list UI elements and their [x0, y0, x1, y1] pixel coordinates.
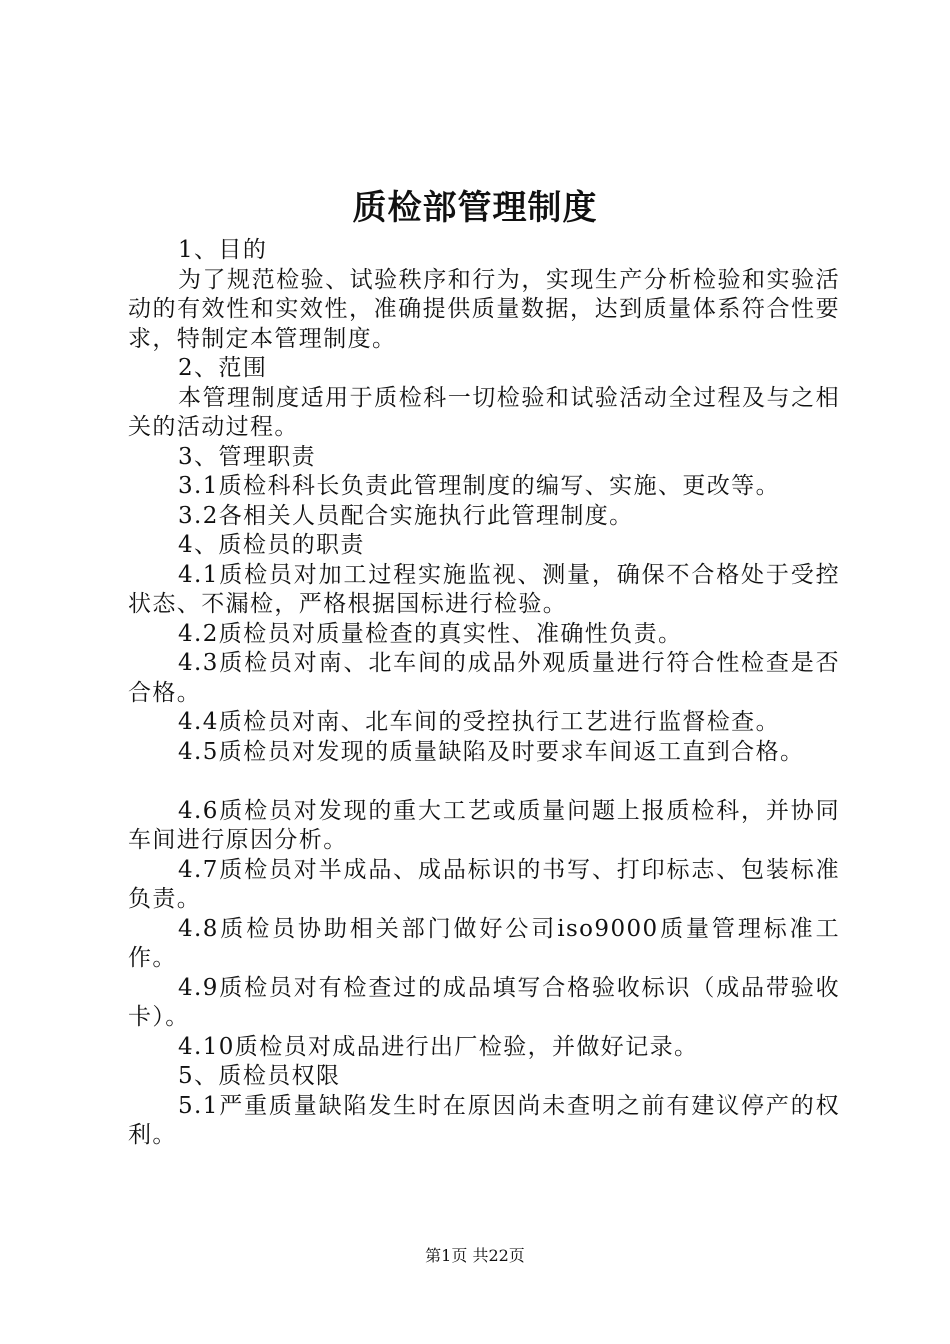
document-title: 质检部管理制度 [352, 188, 598, 228]
paragraph-purpose: 为了规范检验、试验秩序和行为，实现生产分析检验和实验活动的有效性和实效性，准确提供质量数据，达到质量体系符合性要求，特制定本管理制度。 [128, 266, 840, 352]
section-heading-responsibilities: 3、管理职责 [178, 443, 317, 470]
paragraph-4-10: 4.10质检员对成品进行出厂检验，并做好记录。 [178, 1033, 699, 1060]
document-body [128, 236, 840, 1151]
paragraph-3-2: 3.2各相关人员配合实施执行此管理制度。 [178, 502, 634, 529]
section-heading-inspector-authority: 5、质检员权限 [178, 1063, 341, 1089]
paragraph-4-9: 4.9质检员对有检查过的成品填写合格验收标识（成品带验收卡）。 [128, 974, 840, 1030]
paragraph-scope: 本管理制度适用于质检科一切检验和试验活动全过程及与之相关的活动过程。 [128, 384, 840, 440]
section-heading-scope: 2、范围 [178, 355, 268, 381]
page-number-footer: 第1页 共22页 [425, 1246, 525, 1265]
paragraph-4-5: 4.5质检员对发现的质量缺陷及时要求车间返工直到合格。 [178, 738, 805, 765]
paragraph-4-8: 4.8质检员协助相关部门做好公司iso9000质量管理标准工作。 [128, 915, 840, 971]
paragraph-3-1: 3.1质检科科长负责此管理制度的编写、实施、更改等。 [178, 473, 780, 499]
paragraph-4-6: 4.6质检员对发现的重大工艺或质量问题上报质检科，并协同车间进行原因分析。 [128, 797, 840, 853]
paragraph-4-3: 4.3质检员对南、北车间的成品外观质量进行符合性检查是否合格。 [128, 650, 840, 706]
paragraph-4-1: 4.1质检员对加工过程实施监视、测量，确保不合格处于受控状态、不漏检，严格根据国标进行检验。 [128, 561, 840, 617]
paragraph-5-1: 5.1严重质量缺陷发生时在原因尚未查明之前有建议停产的权利。 [128, 1092, 840, 1148]
section-heading-purpose: 1、目的 [178, 237, 268, 263]
section-heading-inspector-duties: 4、质检员的职责 [178, 532, 365, 558]
paragraph-4-4: 4.4质检员对南、北车间的受控执行工艺进行监督检查。 [178, 709, 780, 735]
paragraph-4-2: 4.2质检员对质量检查的真实性、准确性负责。 [178, 620, 683, 647]
paragraph-4-7: 4.7质检员对半成品、成品标识的书写、打印标志、包装标准负责。 [128, 856, 840, 912]
